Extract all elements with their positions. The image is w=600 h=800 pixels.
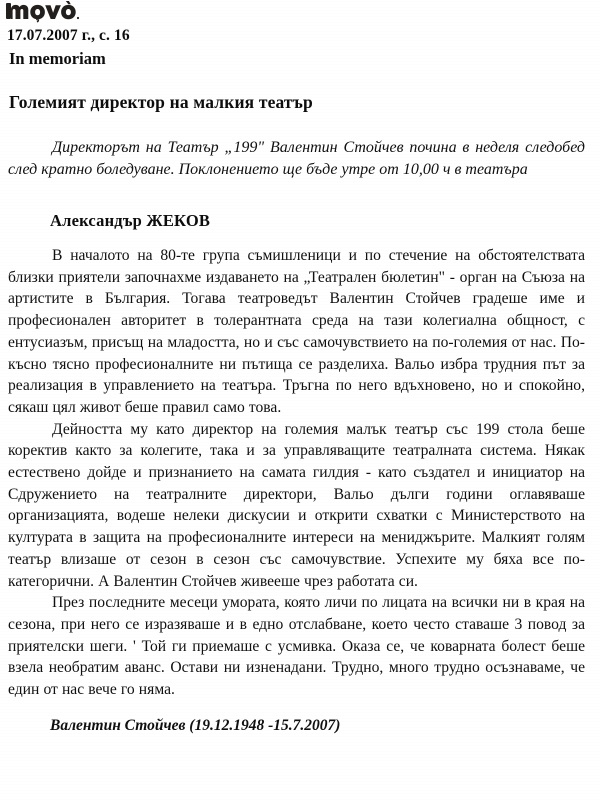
body-paragraph: Дейността му като директор на големия малък театър със 199 стола беше коректив както за колегите, така и за управляващите театралната система. Някак естествено дойде и признанието на самата гилдия - като създател и инициатор на Сдружението на театралните директори, Вальо дълги години оглавяваше организацията, водеше нелеки дискусии и открити схватки с Министерството на културата в защита на професионалните интереси на мениджърите. Малкият голям театър влизаше от сезон в сезон със самочувствие. Успехите му бяха все по-категорични. А Валентин Стойчев живееше чрез работата си.: [8, 420, 585, 590]
article-body: [8, 245, 585, 701]
body-paragraph: В началото на 80-те група съмишленици и по стечение на обстоятелствата близки приятели започнахме издаването на „Театрален бюлетин" - орган на Съюза на артистите в България. Тогава театроведът Валентин Стойчев градеше име и професионален авторитет в толерантната среда на тази колегиална общност, с ентусиазъм, присъщ на младостта, но и със самочувствието на по-големия от нас. По-късно тясно професионалните ни пътища се разделиха. Вальо избра трудния път за реализация в управлението на театъра. Тръгна по него вдъхновено, но и спокойно, сякаш цял живот беше правил само това.: [8, 247, 585, 416]
dateline: 17.07.2007 г., с. 16: [7, 27, 130, 44]
page-title: Големият директор на малкия театър: [9, 92, 313, 112]
article-kicker: In memoriam: [9, 49, 106, 68]
article-lead: Директорът на Театър „199" Валентин Стойчев почина в неделя следобед след кратно боледуване. Поклонението ще бъде утре от 10,00 ч в театъра: [8, 139, 585, 178]
publication-logo-icon: [5, 1, 97, 23]
article-byline: Александър ЖЕКОВ: [50, 211, 211, 230]
masthead: [5, 0, 588, 44]
body-paragraph: През последните месеци умората, която личи по лицата на всички ни в края на сезона, при него се изразяваше и в едно отслабване, което често ставаше 3 повод за приятелски шеги. ' Той ги приемаше с усмивка. Оказа се, че коварната болест беше взела необратим аванс. Остави ни изненадани. Трудно, много трудно осъзнаваме, че един от нас вече го няма.: [8, 594, 585, 699]
obituary-caption: Валентин Стойчев (19.12.1948 -15.7.2007): [50, 716, 341, 734]
